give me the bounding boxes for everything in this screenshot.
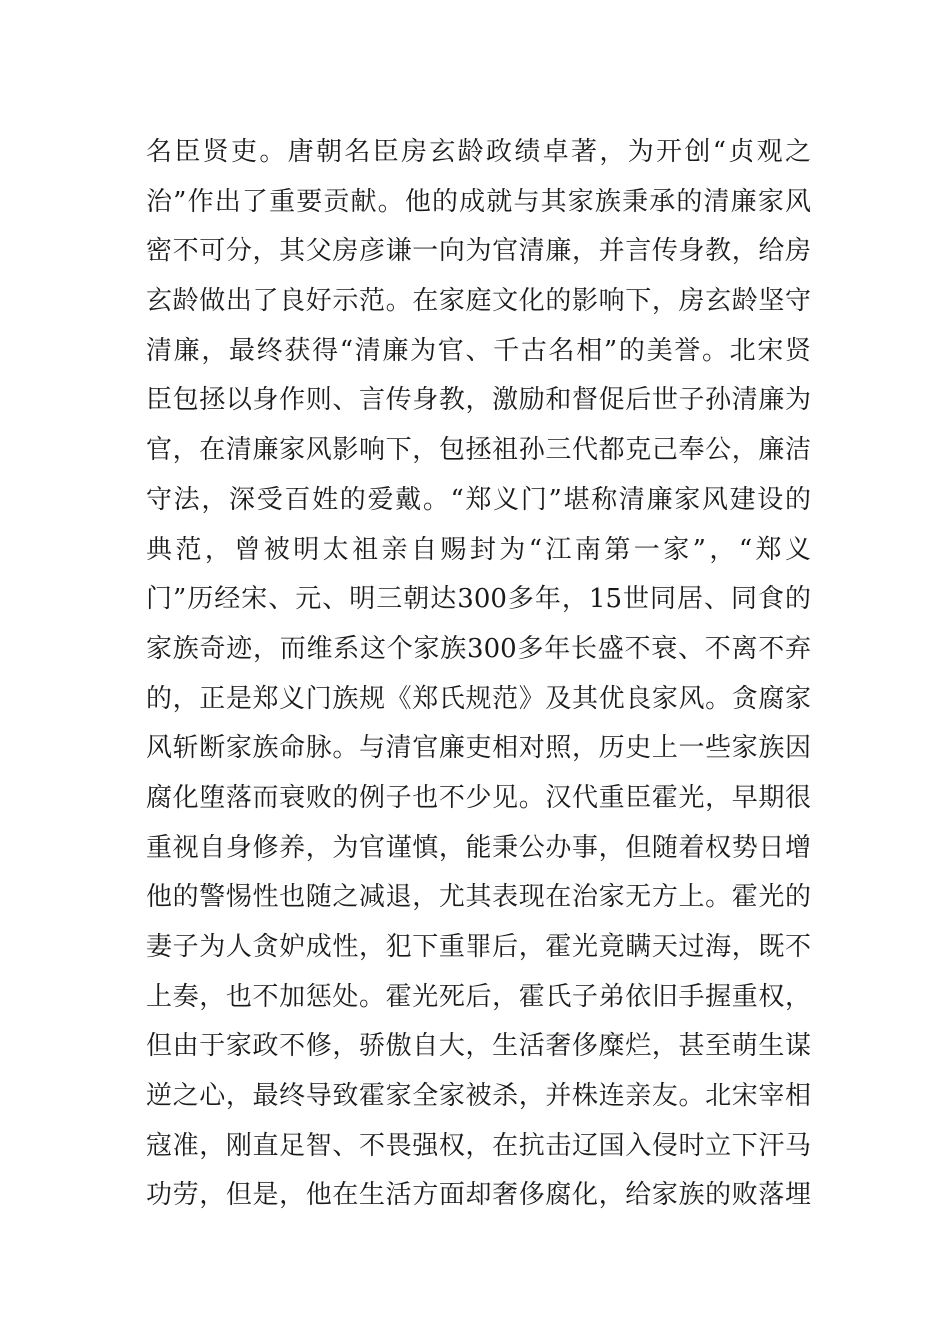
text-line-22: 功劳，但是，他在生活方面却奢侈腐化，给家族的败落埋 [146, 1180, 811, 1211]
text-line-5: 清廉，最终获得“清廉为官、千古名相”的美誉。北宋贤 [146, 335, 811, 366]
text-line-2: 治”作出了重要贡献。他的成就与其家族秉承的清廉家风 [146, 186, 811, 217]
text-line-4: 玄龄做出了良好示范。在家庭文化的影响下，房玄龄坚守 [146, 286, 811, 317]
text-line-8: 守法，深受百姓的爱戴。“郑义门”堪称清廉家风建设的 [146, 484, 811, 515]
text-line-14: 腐化堕落而衰败的例子也不少见。汉代重臣霍光，早期很 [146, 782, 811, 813]
text-line-18: 上奏，也不加惩处。霍光死后，霍氏子弟依旧手握重权， [146, 981, 811, 1012]
text-line-6: 臣包拯以身作则、言传身教，激励和督促后世子孙清廉为 [146, 385, 811, 416]
text-line-12: 的，正是郑义门族规《郑氏规范》及其优良家风。贪腐家 [146, 683, 811, 714]
text-line-7: 官，在清廉家风影响下，包拯祖孙三代都克己奉公，廉洁 [146, 435, 811, 466]
text-line-11: 家族奇迹，而维系这个家族300多年长盛不衰、不离不弃 [146, 633, 811, 664]
text-line-19: 但由于家政不修，骄傲自大，生活奢侈糜烂，甚至萌生谋 [146, 1031, 811, 1062]
text-line-20: 逆之心，最终导致霍家全家被杀，并株连亲友。北宋宰相 [146, 1081, 811, 1112]
text-line-21: 寇准，刚直足智、不畏强权，在抗击辽国入侵时立下汗马 [146, 1130, 811, 1161]
body-text [146, 128, 811, 1221]
text-line-10: 门”历经宋、元、明三朝达300多年，15世同居、同食的 [146, 584, 811, 615]
text-line-16: 他的警惕性也随之减退，尤其表现在治家无方上。霍光的 [146, 882, 811, 913]
text-line-9: 典范，曾被明太祖亲自赐封为“江南第一家”，“郑义 [146, 534, 811, 565]
text-line-1: 名臣贤吏。唐朝名臣房玄龄政绩卓著，为开创“贞观之 [146, 137, 811, 167]
text-line-13: 风斩断家族命脉。与清官廉吏相对照，历史上一些家族因 [146, 733, 811, 764]
text-line-3: 密不可分，其父房彦谦一向为官清廉，并言传身教，给房 [146, 236, 811, 267]
text-line-15: 重视自身修养，为官谨慎，能秉公办事，但随着权势日增 [146, 832, 811, 863]
text-line-17: 妻子为人贪妒成性，犯下重罪后，霍光竟瞒天过海，既不 [146, 932, 811, 962]
